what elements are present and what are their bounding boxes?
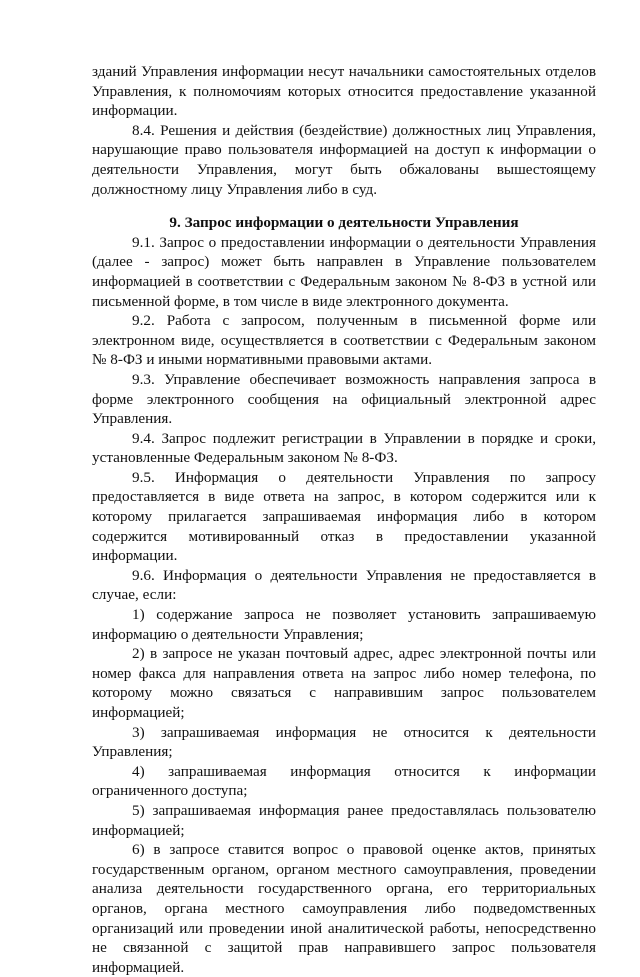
document-page	[92, 62, 596, 977]
paragraph-8-4: 8.4. Решения и действия (бездействие) должностных лиц Управления, нарушающие право пользователя информацией на доступ к информации о деятельности Управления, могут быть обжалованы вышестоящему должностному лицу Управления либо в суд.	[92, 121, 596, 198]
list-item-5: 5) запрашиваемая информация ранее предоставлялась пользователю информацией;	[92, 801, 596, 839]
paragraph-9-1: 9.1. Запрос о предоставлении информации о деятельности Управления (далее - запрос) может быть направлен в Управление пользователем информацией в соответствии с Федеральным законом № 8-ФЗ в устной или письменной форме, в том числе в виде электронного документа.	[92, 233, 596, 310]
paragraph-9-2: 9.2. Работа с запросом, полученным в письменной форме или электронном виде, осуществляется в соответствии с Федеральным законом № 8-ФЗ и иными нормативными правовыми актами.	[92, 312, 596, 369]
paragraph-9-3: 9.3. Управление обеспечивает возможность направления запроса в форме электронного сообщения на официальный электронной адрес Управления.	[92, 370, 596, 428]
list-item-1: 1) содержание запроса не позволяет установить запрашиваемую информацию о деятельности Управления;	[92, 606, 596, 643]
list-item-2: 2) в запросе не указан почтовый адрес, адрес электронной почты или номер факса для направления ответа на запрос либо номер телефона, по которому можно связаться с направившим запрос пользователем информацией;	[92, 645, 596, 721]
paragraph-9-4: 9.4. Запрос подлежит регистрации в Управлении в порядке и сроки, установленные Федеральным законом № 8-ФЗ.	[92, 429, 596, 467]
paragraph-9-6: 9.6. Информация о деятельности Управления не предоставляется в случае, если:	[92, 566, 596, 604]
section-title: 9. Запрос информации о деятельности Управления	[169, 214, 519, 232]
list-item-6: 6) в запросе ставится вопрос о правовой оценке актов, принятых государственным органом, органом местного самоуправления, проведении анализа деятельности государственного органа, его территориальных органов, органа местного самоуправления либо подведомственных организаций или проведении иной аналитической работы, непосредственно не связанной с защитой прав направившего запрос пользователя информацией.	[92, 841, 596, 976]
paragraph-9-5: 9.5. Информация о деятельности Управления по запросу предоставляется в виде ответа на запрос, в котором содержится или к которому прилагается запрашиваемая информация либо в котором содержится мотивированный отказ в предоставлении указанной информации.	[92, 468, 596, 565]
list-item-4: 4) запрашиваемая информация относится к информации ограниченного доступа;	[92, 762, 596, 800]
paragraph-continuation: зданий Управления информации несут начальники самостоятельных отделов Управления, к полномочиям которых относится предоставление указанной информации.	[92, 63, 596, 120]
list-item-3: 3) запрашиваемая информация не относится к деятельности Управления;	[92, 723, 596, 761]
